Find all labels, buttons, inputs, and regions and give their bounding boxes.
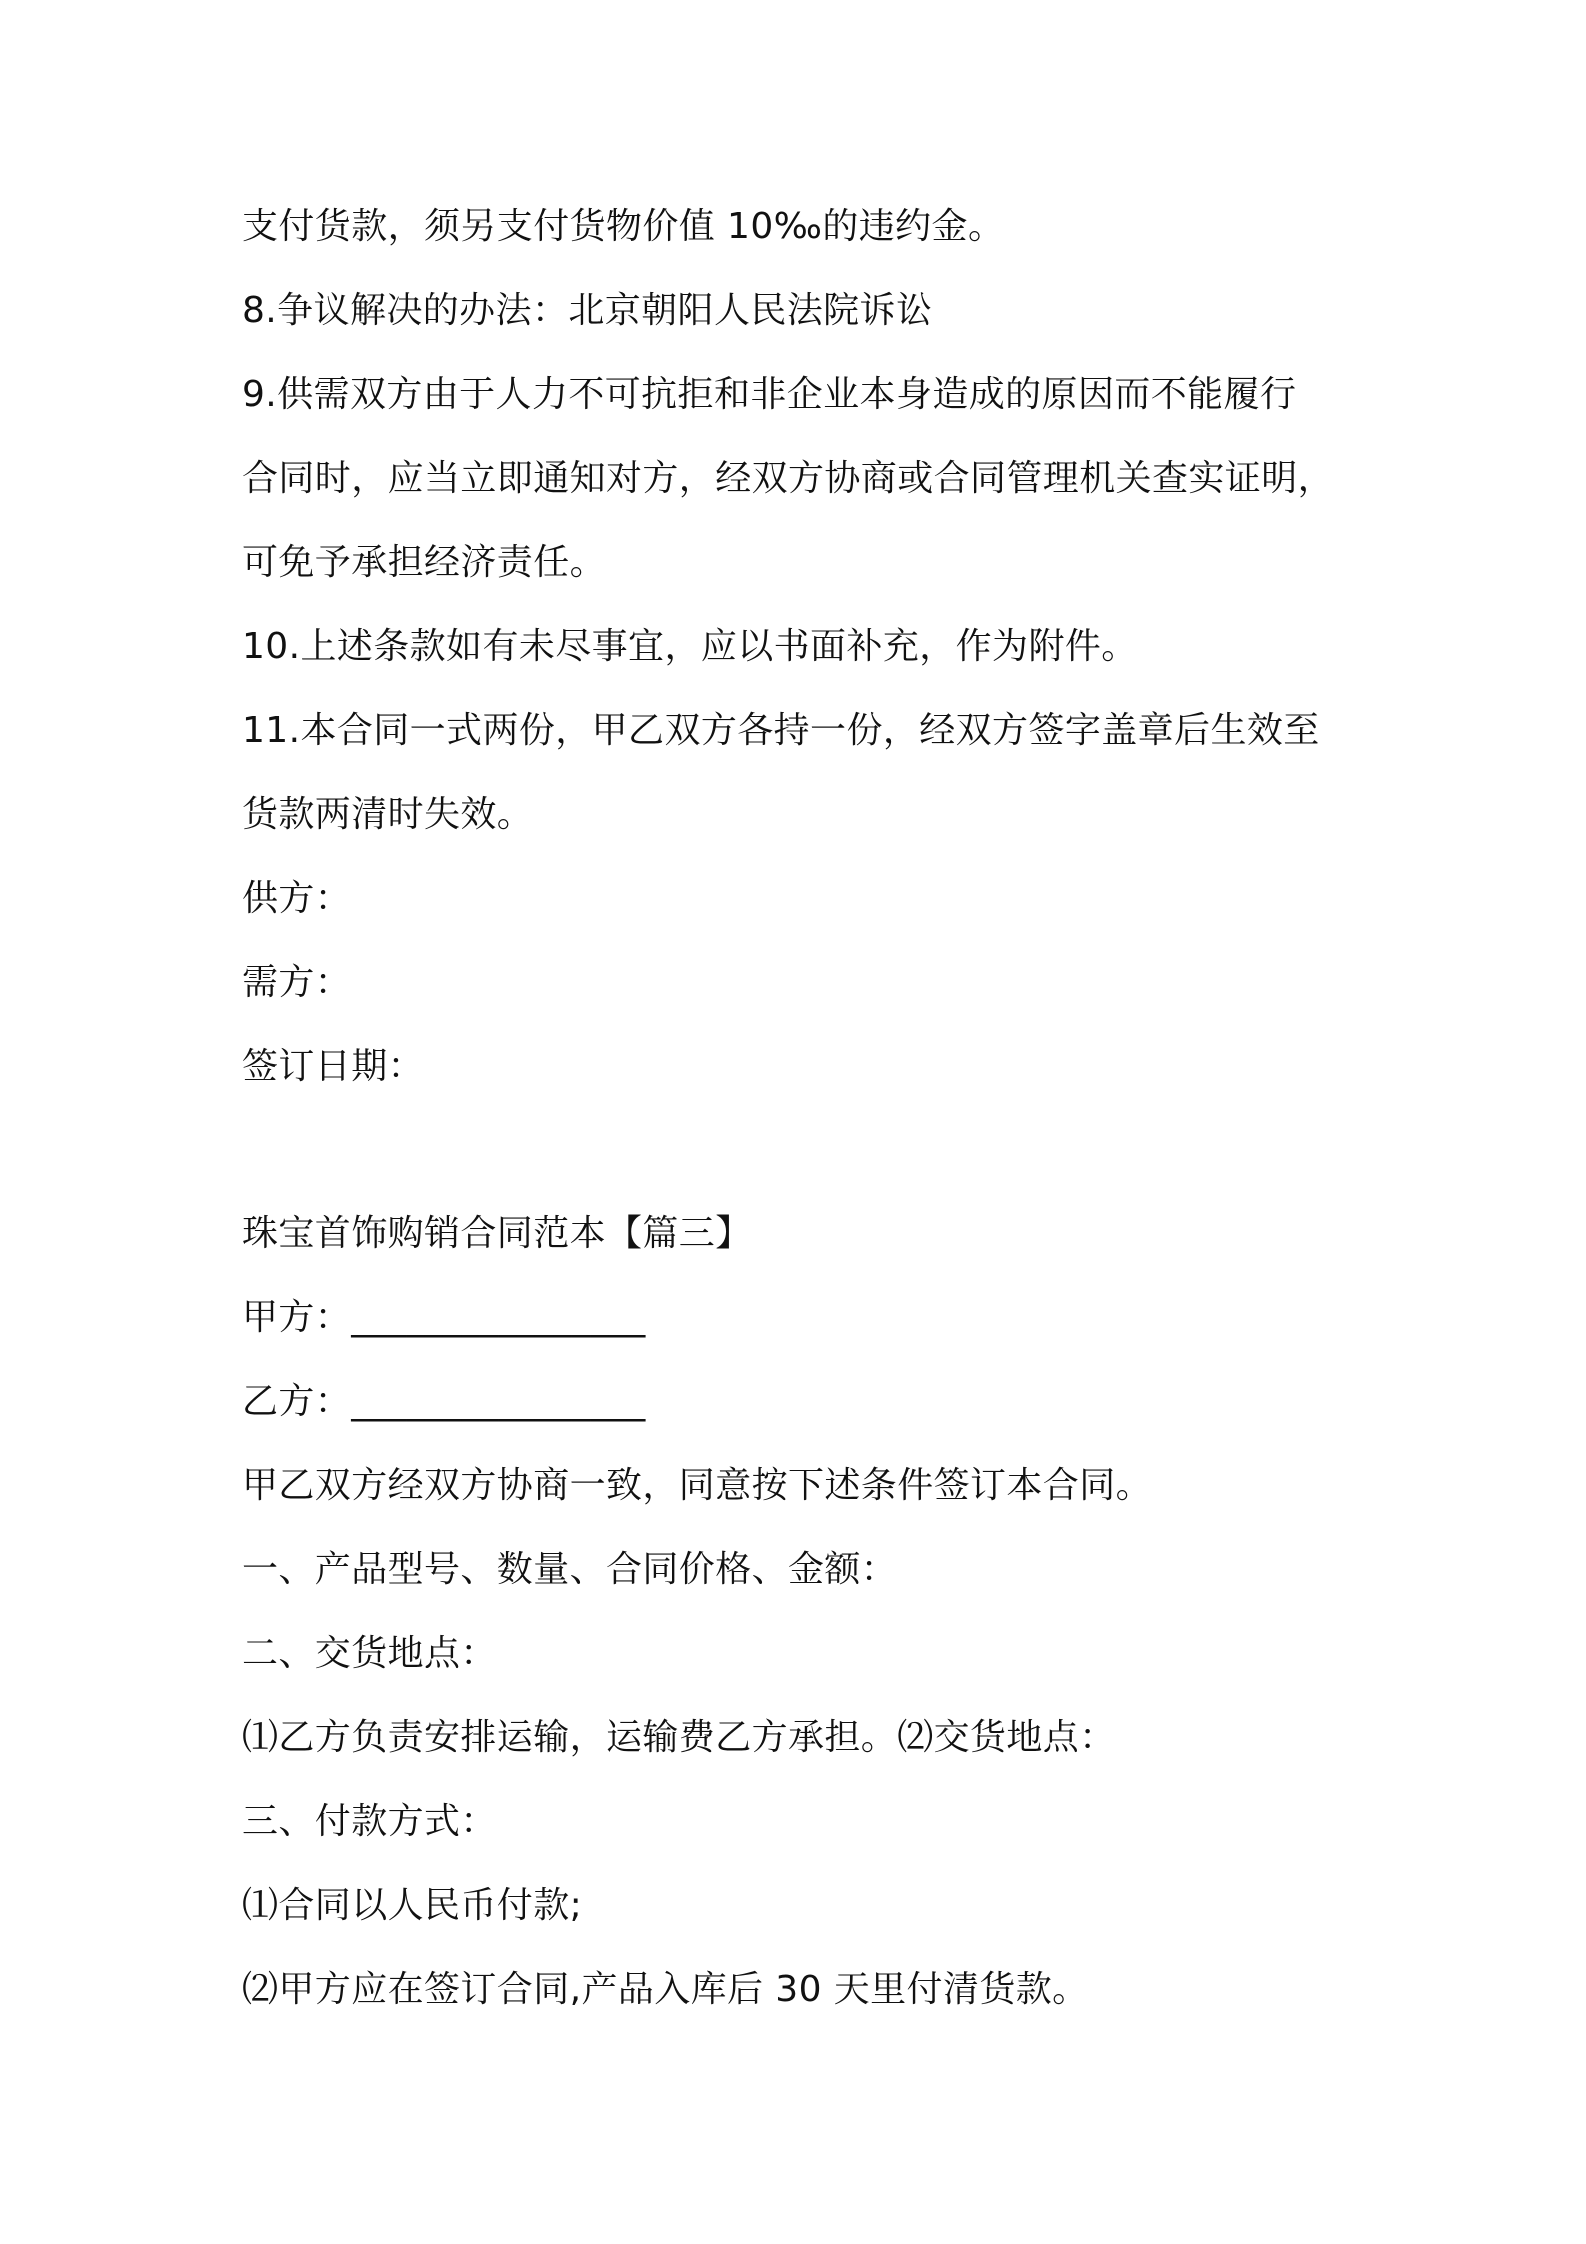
payment-term-2: ⑵甲方应在签订合同,产品入库后 30 天里付清货款。 (242, 1969, 1089, 2010)
party-b-line: 乙方：________________ (242, 1381, 646, 1422)
party-a-line: 甲方：________________ (242, 1297, 646, 1338)
clause-9-line-2: 合同时，应当立即通知对方，经双方协商或合同管理机关查实证明， (242, 458, 1335, 499)
buyer-signature-label: 需方： (242, 962, 352, 1003)
section-2-heading: 二、交货地点： (242, 1633, 497, 1674)
payment-term-1: ⑴合同以人民币付款; (242, 1885, 583, 1926)
section-3-heading: 三、付款方式： (242, 1801, 497, 1842)
clause-9-line-3: 可免予承担经济责任。 (242, 542, 607, 583)
clause-11-line-2: 货款两清时失效。 (242, 794, 534, 835)
clause-11-line-1: 11.本合同一式两份，甲乙双方各持一份，经双方签字盖章后生效至 (242, 710, 1320, 751)
signing-date-label: 签订日期： (242, 1046, 425, 1087)
supplier-signature-label: 供方： (242, 878, 352, 919)
penalty-clause-continuation: 支付货款，须另支付货物价值 10‰的违约金。 (242, 206, 1005, 247)
agreement-intro: 甲乙双方经双方协商一致，同意按下述条件签订本合同。 (242, 1465, 1153, 1506)
clause-8-dispute-resolution: 8.争议解决的办法：北京朝阳人民法院诉讼 (242, 290, 933, 331)
section-1-heading: 一、产品型号、数量、合同价格、金额： (242, 1549, 898, 1590)
clause-9-line-1: 9.供需双方由于人力不可抗拒和非企业本身造成的原因而不能履行 (242, 374, 1297, 415)
delivery-terms: ⑴乙方负责安排运输，运输费乙方承担。⑵交货地点： (242, 1717, 1116, 1758)
section-title: 珠宝首饰购销合同范本【篇三】 (242, 1213, 752, 1254)
clause-10: 10.上述条款如有未尽事宜，应以书面补充，作为附件。 (242, 626, 1138, 667)
